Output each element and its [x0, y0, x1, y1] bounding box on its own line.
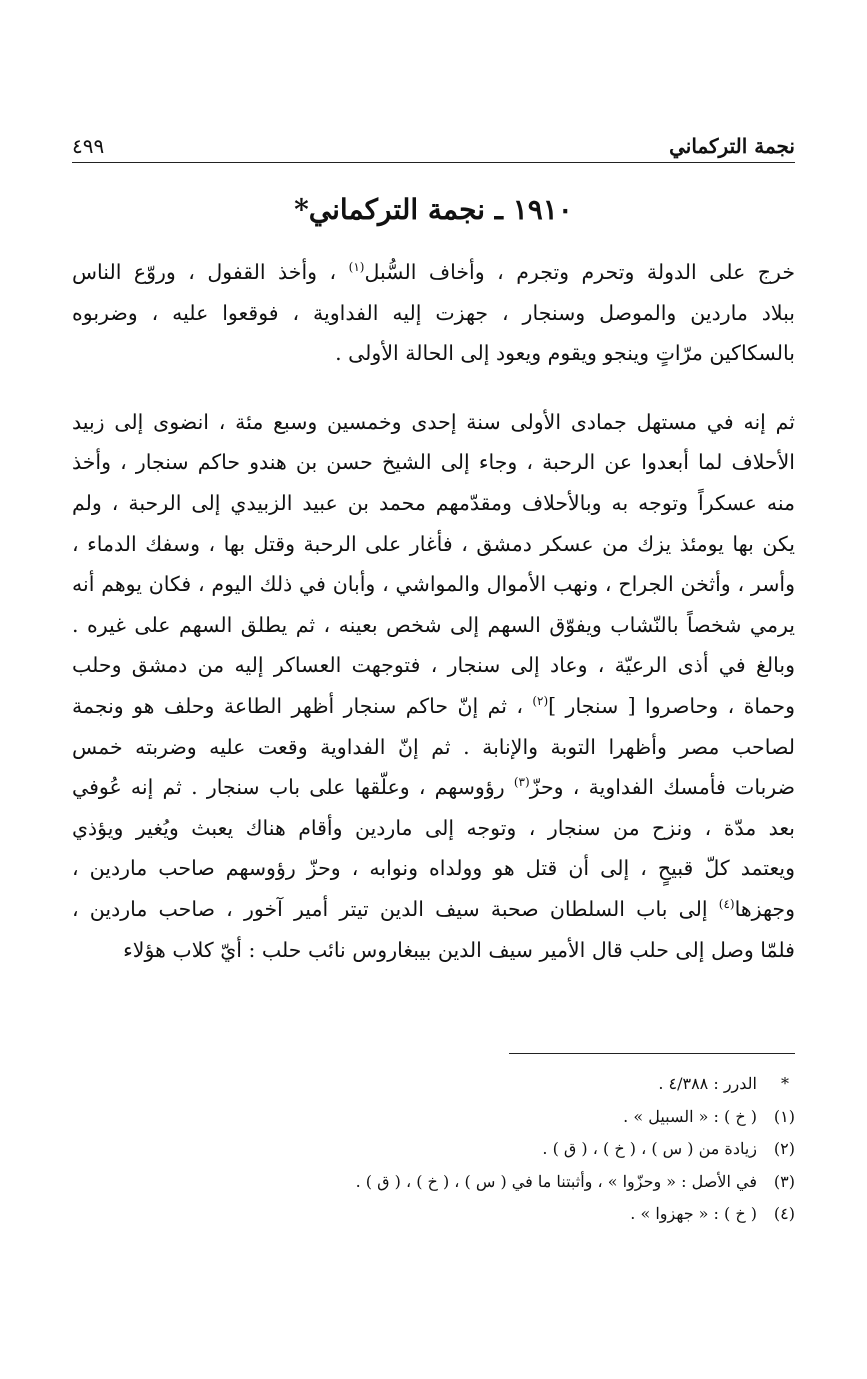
- footnote-item: [120, 1198, 795, 1231]
- text-segment: وجهزها: [734, 896, 795, 921]
- text-line: [72, 442, 795, 483]
- footnote-ref: (١): [348, 260, 365, 275]
- footnote-item: [120, 1133, 795, 1166]
- entry-title: ١٩١٠ ـ نجمة التركماني*: [294, 193, 573, 226]
- footnote-divider: [509, 1053, 795, 1054]
- footnote-ref: (٢): [532, 694, 549, 709]
- text-line: [72, 808, 795, 849]
- footnote-text: ( خ ) : « جهزوا » .: [630, 1204, 757, 1224]
- footnotes: [120, 1068, 795, 1231]
- text-segment: إلى باب السلطان صحبة سيف الدين تيتر أمير آخور ، صاحب ماردين ،: [72, 896, 719, 921]
- text-line: [72, 645, 795, 686]
- text-segment: لصاحب مصر وأظهرا التوبة والإنابة . ثم إنّ الفداوية وقعت عليه وضربته خمس: [72, 734, 795, 759]
- body-text: [72, 252, 795, 970]
- text-line: [72, 252, 795, 293]
- text-segment: خرج على الدولة وتحرم وتجرم ، وأخاف السُّبل: [364, 260, 795, 284]
- footnote-text: زيادة من ( س ) ، ( خ ) ، ( ق ) .: [542, 1139, 757, 1159]
- page-number: ٤٩٩: [72, 134, 105, 158]
- footnote-mark: (٣): [773, 1171, 795, 1191]
- text-segment: وبالغ في أذى الرعيّة ، وعاد إلى سنجار ، فتوجهت العساكر إليه من دمشق وحلب: [72, 653, 795, 678]
- footnote-mark: (١): [773, 1106, 795, 1126]
- footnote-item: [120, 1101, 795, 1134]
- footnote-item: [120, 1068, 795, 1101]
- running-title: نجمة التركماني: [669, 134, 795, 158]
- text-line: [72, 564, 795, 605]
- text-segment: يرمي شخصاً بالنّشاب ويفوّق السهم إلى شخص بعينه ، ثم يطلق السهم على غيره .: [72, 612, 795, 637]
- text-segment: وحماة ، وحاصروا [ سنجار ]: [548, 693, 795, 718]
- footnote-mark: *: [781, 1074, 789, 1093]
- text-segment: الأحلاف لما أبعدوا عن الرحبة ، وجاء إلى الشيخ حسن بن هندو حاكم سنجار ، وأخذ: [72, 450, 795, 475]
- footnote-text: في الأصل : « وحزّوا » ، وأثبتنا ما في ( س ) ، ( خ ) ، ( ق ) .: [355, 1171, 757, 1191]
- paragraph: [72, 402, 795, 970]
- text-segment: ببلاد ماردين والموصل وسنجار ، جهزت إليه الفداوية ، فوقعوا عليه ، وضربوه: [72, 300, 795, 325]
- paragraph: [72, 252, 795, 374]
- text-line: [72, 767, 795, 808]
- footnote-mark: (٢): [773, 1139, 795, 1159]
- text-segment: ضربات فأمسك الفداوية ، وحزّ: [529, 775, 795, 800]
- text-segment: وأسر ، وأثخن الجراح ، ونهب الأموال والمواشي ، وأبان في ذلك اليوم ، فكان يوهم أنه: [72, 572, 795, 597]
- text-line: [72, 686, 795, 727]
- footnote-item: [120, 1166, 795, 1199]
- text-line: [72, 333, 795, 374]
- footnote-mark: (٤): [773, 1204, 795, 1224]
- footnote-text: ( خ ) : « السبيل » .: [623, 1106, 757, 1126]
- text-segment: بالسكاكين مرّاتٍ وينجو ويقوم ويعود إلى الحالة الأولى .: [335, 341, 795, 366]
- text-segment: ويعتمد كلّ قبيحٍ ، إلى أن قتل هو وولداه ونوابه ، وحزّ رؤوسهم صاحب ماردين ،: [72, 856, 795, 881]
- running-head: [72, 128, 795, 163]
- text-line: [72, 293, 795, 334]
- text-line: [72, 605, 795, 646]
- footnote-ref: (٣): [513, 775, 530, 790]
- text-segment: ، وأخذ القفول ، وروّع الناس: [72, 260, 349, 284]
- text-segment: ثم إنه في مستهل جمادى الأولى سنة إحدى وخمسين وسبع مئة ، انضوى إلى زبيد: [72, 409, 795, 434]
- text-line: [72, 524, 795, 565]
- footnote-ref: (٤): [718, 897, 735, 912]
- text-segment: فلمّا وصل إلى حلب قال الأمير سيف الدين بيبغاروس نائب حلب : أيّ كلاب هؤلاء: [123, 937, 795, 962]
- text-line: [72, 848, 795, 889]
- footnote-text: الدرر : ٤/٣٨٨ .: [658, 1074, 757, 1093]
- text-line: [72, 483, 795, 524]
- text-segment: منه عسكراً وتوجه به وبالأحلاف ومقدّمهم محمد بن عبيد الزبيدي إلى الرحبة ، ولم: [72, 490, 795, 515]
- text-line: [72, 930, 795, 971]
- text-line: [72, 889, 795, 930]
- text-segment: بعد مدّة ، ونزح من سنجار ، وتوجه إلى ماردين وأقام هناك يعبث ويُغير ويؤذي: [72, 815, 795, 840]
- text-line: [72, 402, 795, 443]
- text-segment: ، ثم إنّ حاكم سنجار أظهر الطاعة وحلف هو ونجمة: [72, 693, 533, 718]
- text-segment: رؤوسهم ، وعلّقها على باب سنجار . ثم إنه عُوفي: [72, 775, 514, 800]
- text-line: [72, 727, 795, 768]
- text-segment: يكن بها يومئذ يزك من عسكر دمشق ، فأغار على الرحبة وقتل بها ، وسفك الدماء ،: [72, 531, 795, 556]
